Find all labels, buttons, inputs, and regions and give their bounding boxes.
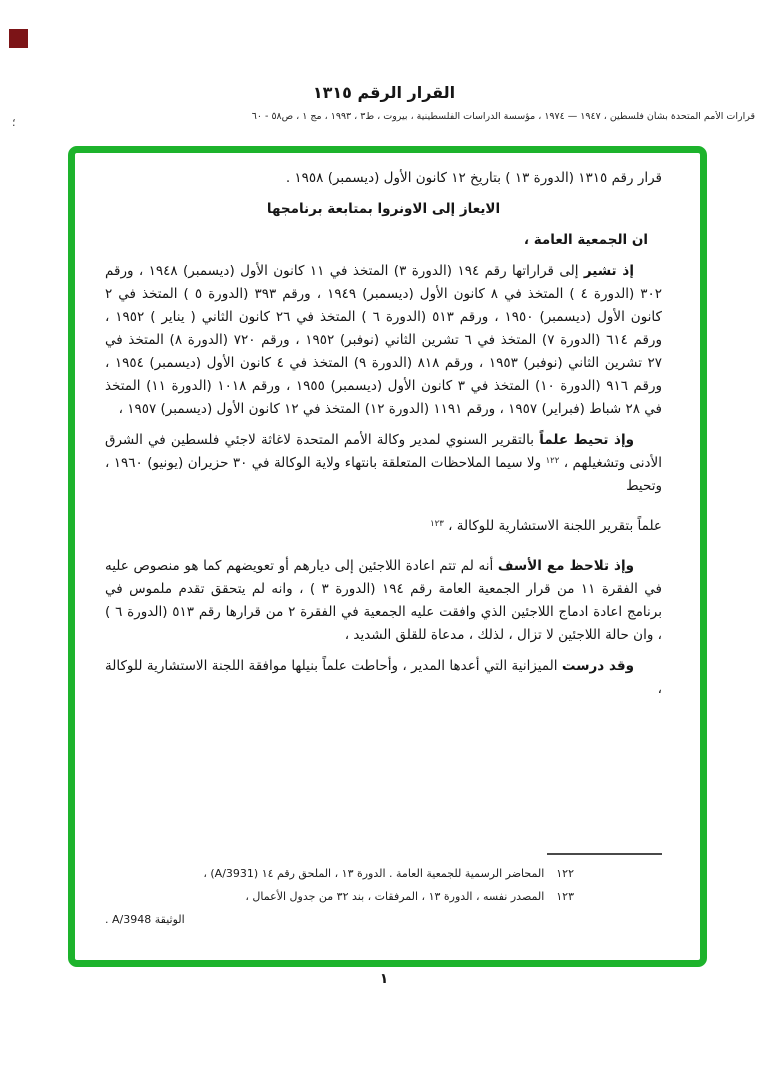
footnote-number: ١٢٢	[556, 867, 574, 880]
corner-marker-square	[9, 29, 28, 48]
resolution-subject-heading: الايعاز إلى الاونروا بمتابعة برنامجها	[266, 201, 501, 217]
footnote-122	[105, 865, 662, 883]
page-number: ١	[379, 971, 389, 987]
footnote-separator-rule	[547, 853, 662, 855]
footnote-text: المصدر نفسه ، الدورة ١٣ ، المرفقات ، بند ٣٢ من جدول الأعمال ،	[245, 890, 545, 903]
footnote-document-reference: الوثيقة A/3948 .	[105, 913, 185, 926]
green-frame	[68, 146, 707, 967]
noting-report-paragraph: وإذ تحيط علماً بالتقرير السنوي لمدير وكالة الأمم المتحدة لاغاثة لاجئي فلسطين في الشرق الأدنى وتشغيلهم ، $^{١٢٢}$ ولا سيما الملاحظات المتعلقة بانتهاء ولاية الوكالة في ٣٠ حزيران (يونيو) ١٩٦٠ ، وتحيط	[105, 432, 662, 494]
footnote-text: المحاضر الرسمية للجمعية العامة . الدورة ١٣ ، الملحق رقم ١٤ (A/3931) ،	[203, 867, 545, 880]
document-title: القرار الرقم ١٣١٥	[312, 83, 456, 102]
footnote-number: ١٢٣	[556, 890, 574, 903]
assembly-intro-paragraph: ان الجمعية العامة ،	[523, 232, 648, 248]
budget-paragraph: وقد درست الميزانية التي أعدها المدير ، وأحاطت علماً بنيلها موافقة اللجنة الاستشارية للوكالة ،	[105, 658, 662, 697]
source-citation: قرارات الأمم المتحدة بشأن فلسطين ، ١٩٤٧ — ١٩٧٤ ، مؤسسة الدراسات الفلسطينية ، بيروت ، ط٣ ، ١٩٩٣ ، مج ١ ، ص٥٨ - ٦٠	[251, 111, 755, 122]
footnote-123	[105, 888, 662, 906]
footnotes-section	[105, 853, 662, 929]
resolution-text-block	[105, 167, 662, 845]
noting-continuation-paragraph: علماً بتقرير اللجنة الاستشارية للوكالة ، $^{١٢٣}$	[430, 518, 662, 534]
regret-paragraph: وإذ تلاحظ مع الأسف أنه لم تتم اعادة اللاجئين إلى ديارهم أو تعويضهم كما هو منصوص عليه في الفقرة ١١ من قرار الجمعية العامة رقم ١٩٤ (الدورة ٣ ) ، وانه لم يتحقق تقدم ملموس في برنامج اعادة ادماج اللاجئين الذي وافقت عليه الجمعية في الفقرة ٢ من قرارها رقم ٥١٣ (الدورة ٦ ) ، وان حالة اللاجئين لا تزال ، لذلك ، مدعاة للقلق الشديد ،	[105, 558, 662, 643]
resolution-number-paragraph: قرار رقم ١٣١٥ (الدورة ١٣ ) بتاريخ ١٢ كانون الأول (ديسمبر) ١٩٥٨ .	[285, 170, 662, 186]
recalling-paragraph: إذ تشير إلى قراراتها رقم ١٩٤ (الدورة ٣) المتخذ في ١١ كانون الأول (ديسمبر) ١٩٤٨ ، ورقم ٣٠٢ (الدورة ٤ ) المتخذ في ٨ كانون الأول (ديسمبر) ١٩٤٩ ، ورقم ٣٩٣ (الدورة ٥ ) المتخذ في ٢ كانون الأول (ديسمبر) ١٩٥٠ ، ورقم ٥١٣ (الدورة ٦ ) المتخذ في ٢٦ كانون الثاني ( يناير ) ١٩٥٢ ، ورقم ٦١٤ (الدورة ٧) المتخذ في ٦ تشرين الثاني (نوفبر) ١٩٥٢ ، ورقم ٧٢٠ (الدورة ٨) المتخذ في ٢٧ تشرين الثاني (نوفبر) ١٩٥٣ ، ورقم ٨١٨ (الدورة ٩) المتخذ في ٤ كانون الأول (ديسمبر) ١٩٥٤ ، ورقم ٩١٦ (الدورة ١٠) المتخذ في ٣ كانون الأول (ديسمبر) ١٩٥٥ ، ورقم ١٠١٨ (الدورة ١١) المتخذ في ٢٨ شباط (فبراير) ١٩٥٧ ، ورقم ١١٩١ (الدورة ١٢) المتخذ في ١٢ كانون الأول (ديسمبر) ١٩٥٧ ،	[105, 263, 662, 417]
left-margin-mark: ؛	[12, 116, 16, 129]
